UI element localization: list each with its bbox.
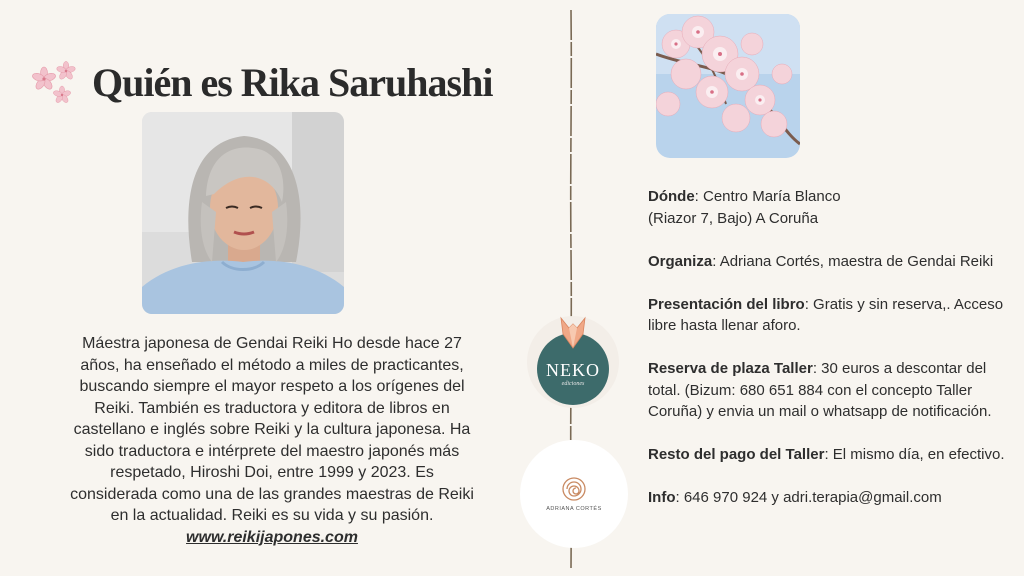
bio-line: años, ha enseñado el método a miles de practicantes, [80, 356, 464, 374]
portrait-image [142, 112, 344, 314]
adriana-cortes-name: ADRIANA CORTÉS [546, 506, 602, 512]
cherry-blossom-icon [30, 57, 80, 107]
bio-text [52, 333, 492, 548]
info-organiza-label: Organiza [648, 252, 713, 270]
info-organiza-text: : Adriana Cortés, maestra de Gendai Reiki [712, 252, 994, 270]
event-info [648, 186, 1018, 530]
spiral-icon [561, 476, 587, 502]
neko-name: NEKO [546, 359, 600, 380]
bio-line: castellano e inglés sobre Reiki y la cultura japonesa. Ha [73, 421, 471, 438]
info-resto [648, 444, 1018, 466]
info-donde-line1: : Centro María Blanco [694, 188, 841, 205]
info-presentacion [648, 294, 1018, 337]
bio-line: Reiki. También es traductora y editora de libros en [94, 399, 450, 417]
bio-line: en la actualidad. Reiki es su vida y su pasión. [110, 507, 434, 524]
info-contacto-text: : 646 970 924 y adri.terapia@gmail.com [675, 489, 942, 506]
cherry-blossom-photo [656, 14, 800, 158]
portrait-photo [142, 112, 344, 314]
website-link[interactable]: www.reikijapones.com [186, 528, 358, 546]
title-row [30, 52, 492, 112]
info-presentacion-label: Presentación del libro [648, 295, 805, 313]
bio-line: considerada como una de las grandes maestras de Reiki [70, 485, 474, 503]
info-organiza [648, 251, 1018, 273]
fox-icon [557, 316, 589, 350]
info-contacto [648, 487, 1018, 509]
info-contacto-label: Info [648, 489, 676, 506]
bio-line: buscando siempre el mayor respeto a los orígenes del [79, 378, 465, 395]
info-presentacion-text: : Gratis y sin reserva,. Acceso libre hasta llenar aforo. [648, 295, 1004, 334]
neko-logo [527, 316, 619, 408]
page-title: Quién es Rika Saruhashi [92, 59, 493, 105]
neko-subtitle: ediciones [561, 380, 585, 387]
bio-line: respetado, Hiroshi Doi, entre 1999 y 2023. Es [110, 464, 434, 481]
info-reserva-text: : 30 euros a descontar del total. (Bizum: 680 651 884 con el concepto Taller Coruña) y envia un mail o whatsapp de notificación. [648, 360, 992, 420]
info-donde-label: Dónde [648, 188, 695, 205]
adriana-cortes-logo [520, 440, 628, 548]
info-resto-label: Resto del pago del Taller [648, 446, 825, 463]
info-donde [648, 186, 1018, 229]
cherry-blossom-image [656, 14, 800, 158]
info-resto-text: : El mismo día, en efectivo. [824, 446, 1005, 463]
info-reserva-label: Reserva de plaza Taller [648, 360, 813, 377]
info-reserva [648, 358, 1018, 423]
bio-line: sido traductora e intérprete del maestro japonés más [84, 442, 460, 460]
bio-line: Máestra japonesa de Gendai Reiki Ho desde hace 27 [82, 335, 462, 352]
info-donde-line2: (Riazor 7, Bajo) A Coruña [648, 209, 819, 227]
